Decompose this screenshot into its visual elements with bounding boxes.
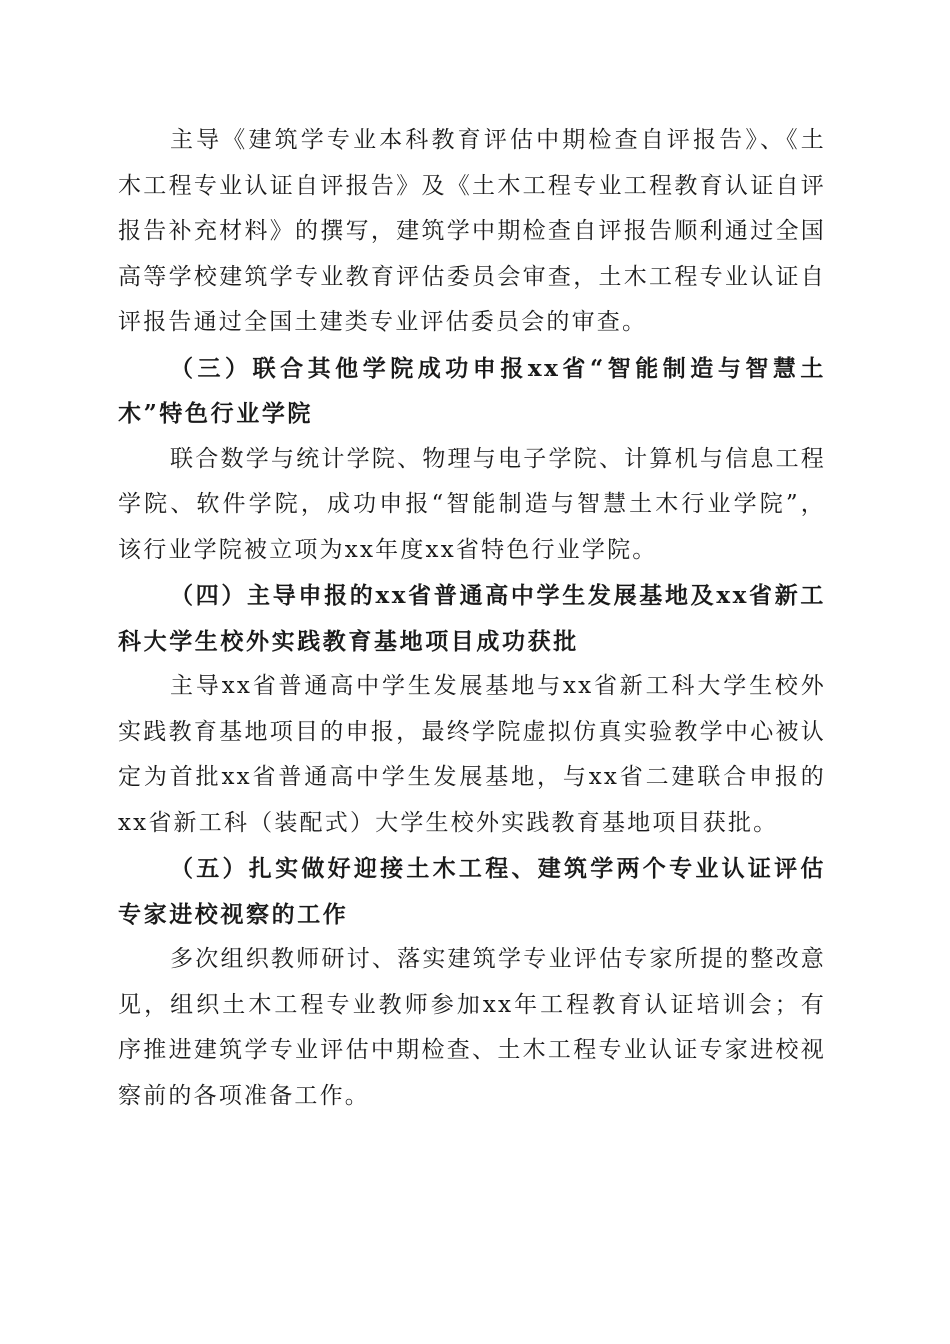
paragraph-self-evaluation-reports: 主导《建筑学专业本科教育评估中期检查自评报告》、《土木工程专业认证自评报告》及《土木工程专业工程教育认证自评报告补充材料》的撰写，建筑学中期检查自评报告顺利通过全国高等学校建筑学专业教育评估委员会审查，土木工程专业认证自评报告通过全国土建类专业评估委员会的审查。 [118, 127, 826, 335]
paragraph-industry-college: 联合数学与统计学院、物理与电子学院、计算机与信息工程学院、软件学院，成功申报“智能制造与智慧土木行业学院”，该行业学院被立项为xx年度xx省特色行业学院。 [118, 445, 826, 563]
section-heading-4: （四）主导申报的xx省普通高中学生发展基地及xx省新工科大学生校外实践教育基地项目成功获批 [118, 582, 826, 655]
section-heading-5: （五）扎实做好迎接土木工程、建筑学两个专业认证评估专家进校视察的工作 [118, 855, 826, 928]
paragraph-expert-visit: 多次组织教师研讨、落实建筑学专业评估专家所提的整改意见，组织土木工程专业教师参加xx年工程教育认证培训会；有序推进建筑学专业评估中期检查、土木工程专业认证专家进校视察前的各项准备工作。 [118, 946, 826, 1109]
document-page [118, 118, 826, 1119]
section-heading-3: （三）联合其他学院成功申报xx省“智能制造与智慧土木”特色行业学院 [118, 354, 826, 427]
paragraph-practice-base: 主导xx省普通高中学生发展基地与xx省新工科大学生校外实践教育基地项目的申报，最终学院虚拟仿真实验教学中心被认定为首批xx省普通高中学生发展基地，与xx省二建联合申报的xx省新工科（装配式）大学生校外实践教育基地项目获批。 [118, 673, 826, 836]
